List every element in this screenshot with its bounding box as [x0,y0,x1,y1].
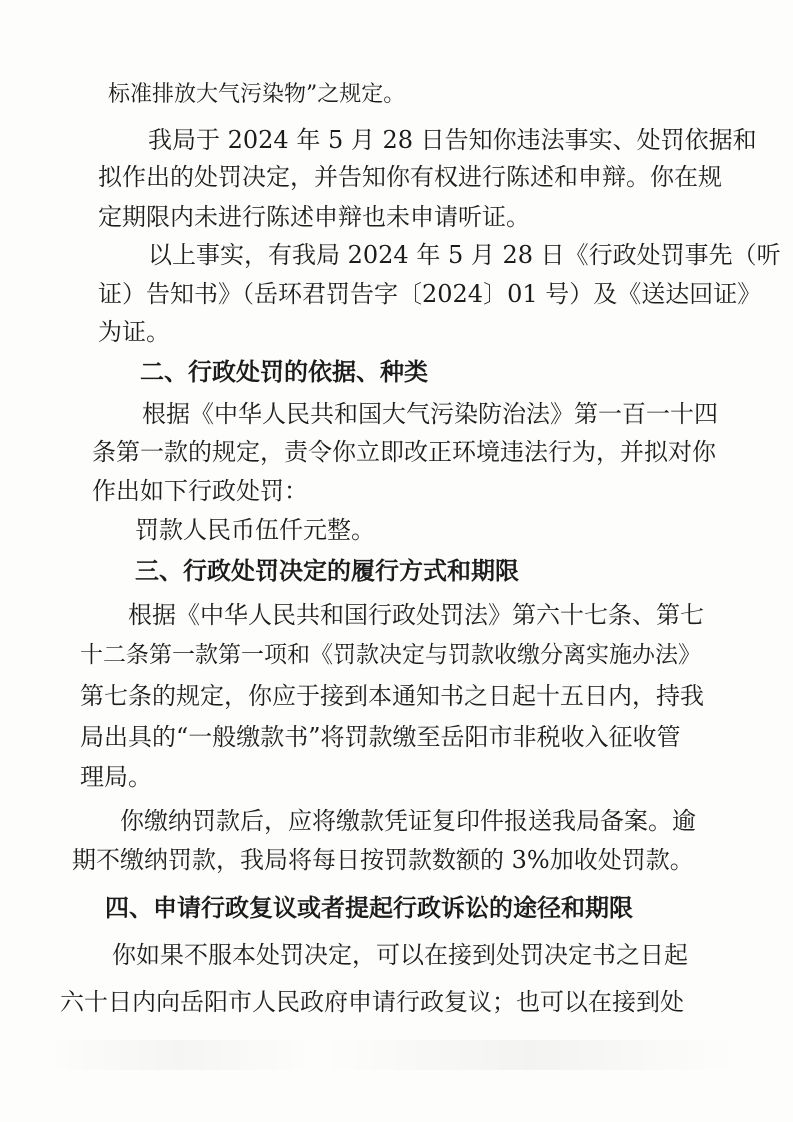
text-line: 你缴纳罚款后，应将缴款凭证复印件报送我局备案。逾 [120,807,696,835]
text-line: 我局于 2024 年 5 月 28 日告知你违法事实、处罚依据和 [148,126,757,154]
text-line: 定期限内未进行陈述申辩也未申请听证。 [98,203,530,231]
text-line: 以上事实，有我局 2024 年 5 月 28 日《行政处罚事先（听 [148,241,781,269]
text-line: 理局。 [80,763,152,791]
text-line: 拟作出的处罚决定，并告知你有权进行陈述和申辩。你在规 [98,163,722,191]
text-line: 条第一款的规定，责令你立即改正环境违法行为，并拟对你 [92,438,716,466]
section-heading-3: 三、行政处罚决定的履行方式和期限 [135,557,519,585]
text-line: 六十日内向岳阳市人民政府申请行政复议；也可以在接到处 [60,988,684,1016]
text-line: 作出如下行政处罚： [92,477,308,505]
text-line: 罚款人民币伍仟元整。 [135,516,375,544]
text-line: 局出具的“一般缴款书”将罚款缴至岳阳市非税收入征收管 [80,723,681,751]
text-line: 你如果不服本处罚决定，可以在接到处罚决定书之日起 [112,941,688,969]
text-line: 为证。 [98,318,170,346]
text-line: 十二条第一款第一项和《罚款决定与罚款收缴分离实施办法》 [80,642,701,668]
text-line: 第七条的规定，你应于接到本通知书之日起十五日内，持我 [80,682,704,710]
text-line: 根据《中华人民共和国行政处罚法》第六十七条、第七 [128,601,704,629]
text-line: 根据《中华人民共和国大气污染防治法》第一百一十四 [142,400,718,428]
text-line: 证）告知书》（岳环君罚告字〔2024〕01 号）及《送达回证》 [98,280,762,308]
section-heading-2: 二、行政处罚的依据、种类 [140,358,428,386]
text-line: 标准排放大气污染物”之规定。 [108,82,406,107]
text-line: 期不缴纳罚款，我局将每日按罚款数额的 3%加收处罚款。 [72,846,694,874]
section-heading-4: 四、申请行政复议或者提起行政诉讼的途径和期限 [105,894,633,922]
scan-shadow [40,1040,740,1070]
